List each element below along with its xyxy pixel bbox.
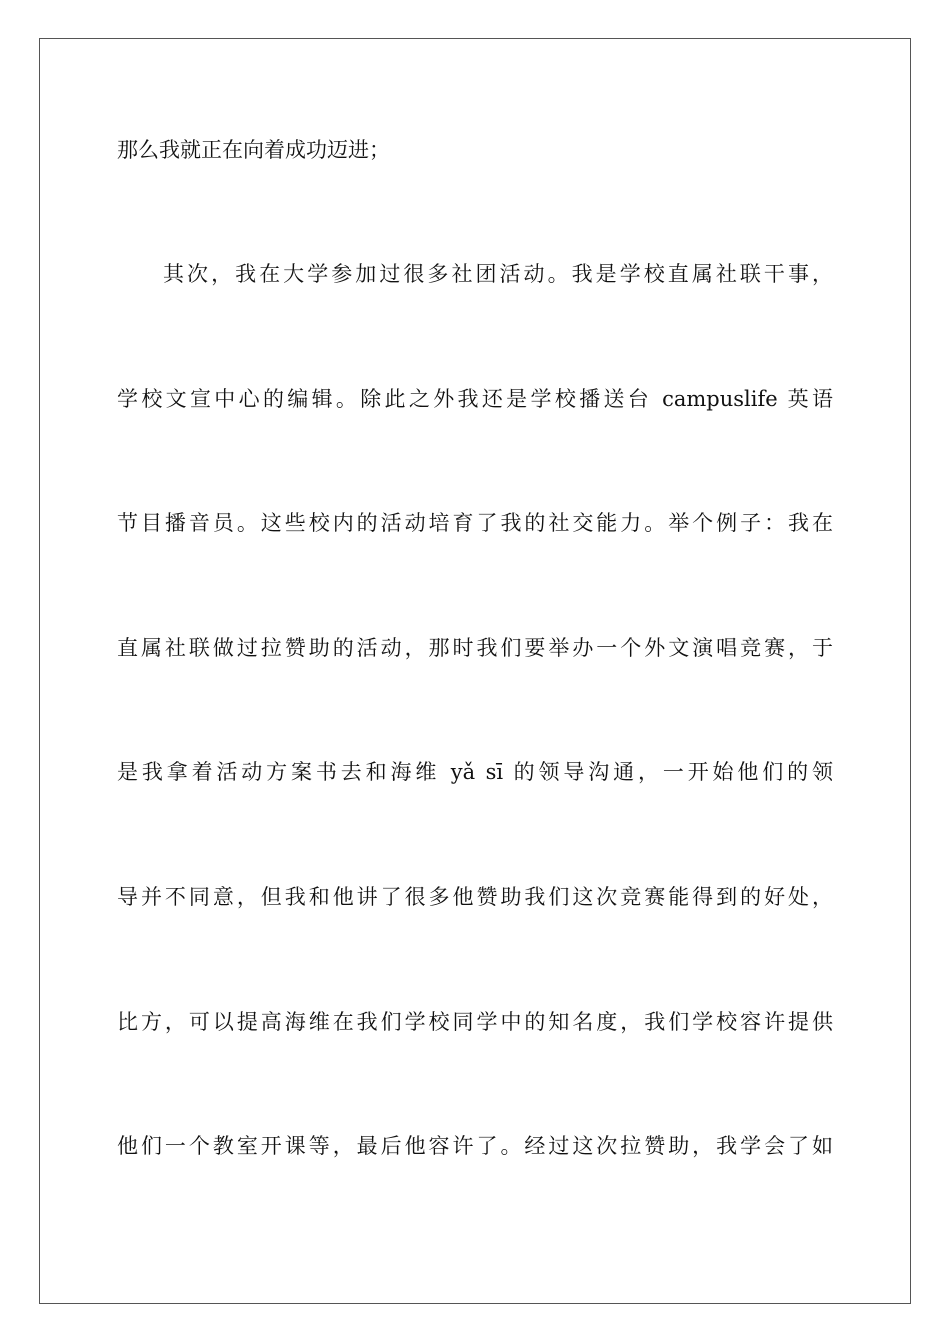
text-line: 学校文宣中心的编辑。除此之外我还是学校播送台 campuslife 英语 [117,387,833,411]
text-line: 其次，我在大学参加过很多社团活动。我是学校直属社联干事， [163,262,833,286]
page-border [39,38,911,1304]
text-line: 节目播音员。这些校内的活动培育了我的社交能力。举个例子：我在 [117,511,833,535]
text-line: 是我拿着活动方案书去和海维 yǎ sī 的领导沟通，一开始他们的领 [117,760,833,784]
text-line: 直属社联做过拉赞助的活动，那时我们要举办一个外文演唱竞赛，于 [117,636,833,660]
text-line: 他们一个教室开课等，最后他容许了。经过这次拉赞助，我学会了如 [117,1134,833,1158]
text-line: 那么我就正在向着成功迈进； [117,138,390,162]
text-line: 比方，可以提高海维在我们学校同学中的知名度，我们学校容许提供 [117,1010,833,1034]
text-line: 导并不同意，但我和他讲了很多他赞助我们这次竞赛能得到的好处， [117,885,833,909]
